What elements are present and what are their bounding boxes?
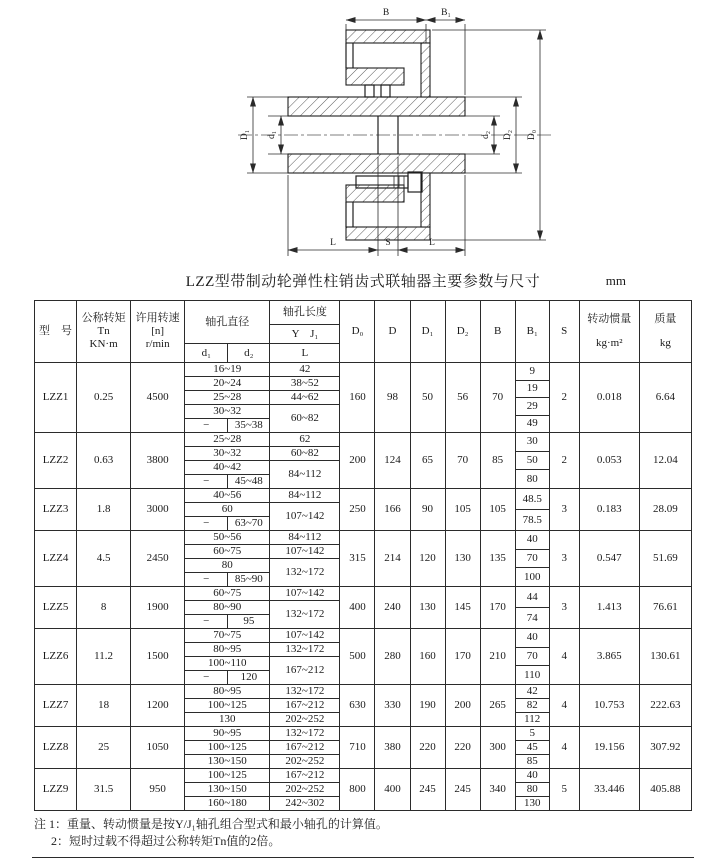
cell-d1: − [185,517,228,531]
cell-model: LZZ3 [35,489,77,531]
cell-d2: 120 [228,671,270,685]
table-row [35,769,692,783]
cell-bore-range: 60~75 [185,545,270,559]
cell-torque: 0.25 [77,363,131,433]
b1-value: 80 [516,783,549,797]
cell-model: LZZ1 [35,363,77,433]
cell-mass: 222.63 [639,685,691,727]
cell-D: 214 [375,531,410,587]
dim-label-d1-bore: d₁ [267,130,277,140]
b1-value: 40 [516,531,549,550]
cell-B: 170 [480,587,515,629]
cell-bore-range: 100~125 [185,699,270,713]
cell-B: 70 [480,363,515,433]
cell-d2: 63~70 [228,517,270,531]
cell-D1: 190 [410,685,445,727]
cell-D2: 170 [445,629,480,685]
cell-inertia: 0.183 [579,489,639,531]
note-line-1: 注 1：重量、转动惯量是按Y/J₁轴孔组合型式和最小轴孔的计算值。 [34,817,388,831]
cell-torque: 0.63 [77,433,131,489]
cell-length: 202~252 [270,755,340,769]
cell-d1: − [185,671,228,685]
cell-model: LZZ4 [35,531,77,587]
cell-inertia: 0.018 [579,363,639,433]
cell-B1-stack [515,629,549,685]
cell-B: 85 [480,433,515,489]
b1-value: 40 [516,769,549,783]
cell-d1: − [185,419,228,433]
table-header [35,301,692,363]
b1-value: 85 [526,755,538,768]
cell-bore-range: 80 [185,559,270,573]
cell-speed: 1900 [131,587,185,629]
b1-value: 42 [516,685,549,699]
table-row [35,433,692,447]
coupling-cross-section-svg [0,0,726,268]
cell-speed: 1050 [131,727,185,769]
cell-bore-range: 25~28 [185,391,270,405]
cell-B: 300 [480,727,515,769]
cell-bore-range: 130~150 [185,755,270,769]
cell-speed: 1500 [131,629,185,685]
b1-value: 78.5 [522,513,542,526]
cell-speed: 3000 [131,489,185,531]
dim-label-b1: B₁ [441,8,451,18]
cell-length: 167~212 [270,769,340,783]
cell-length: 202~252 [270,783,340,797]
coupling-technical-drawing [0,0,726,268]
cell-length: 202~252 [270,713,340,727]
cell-bore-range: 100~125 [185,769,270,783]
notes [32,814,694,858]
cell-length: 242~302 [270,797,340,811]
header-torque-line1: 公称转矩 [81,312,126,325]
cell-length: 107~142 [270,503,340,531]
cell-torque: 25 [77,727,131,769]
header-inertia-line2: kg·m² [596,337,623,349]
cell-inertia: 0.053 [579,433,639,489]
cell-D2: 70 [445,433,480,489]
cell-mass: 6.64 [639,363,691,433]
cell-D: 166 [375,489,410,531]
header-inertia [579,301,639,363]
cell-bore-range: 60~75 [185,587,270,601]
cell-D0: 630 [340,685,375,727]
cell-length: 167~212 [270,699,340,713]
dim-label-l-left: L [330,238,336,248]
header-bore-length: 轴孔长度 [270,301,340,325]
header-mass-line2: kg [659,337,671,349]
b1-value: 49 [526,417,538,430]
b1-value: 70 [516,648,549,667]
table-body [35,363,692,811]
cell-torque: 11.2 [77,629,131,685]
b1-value: 48.5 [516,489,549,510]
cell-D1: 160 [410,629,445,685]
b1-value: 9 [516,363,549,381]
b1-value: 130 [523,797,541,810]
cell-S: 4 [549,727,579,769]
b1-value: 5 [516,727,549,741]
cell-D2: 200 [445,685,480,727]
cell-torque: 4.5 [77,531,131,587]
cell-D0: 160 [340,363,375,433]
header-d1: d₁ [185,344,228,363]
table-row [35,489,692,503]
cell-mass: 76.61 [639,587,691,629]
cell-S: 2 [549,363,579,433]
cell-D: 98 [375,363,410,433]
header-mass [639,301,691,363]
b1-value: 70 [516,550,549,569]
header-yj1: Y J₁ [270,325,340,344]
cell-B1-stack [515,433,549,489]
b1-value: 100 [523,570,541,583]
cell-inertia: 19.156 [579,727,639,769]
cell-mass: 51.69 [639,531,691,587]
cell-length: 132~172 [270,643,340,657]
dim-label-d2-outer: D₂ [503,129,513,141]
cell-torque: 8 [77,587,131,629]
cell-bore-range: 90~95 [185,727,270,741]
cell-mass: 12.04 [639,433,691,489]
cell-inertia: 1.413 [579,587,639,629]
header-speed [131,301,185,363]
header-d2: d₂ [228,344,270,363]
cell-model: LZZ7 [35,685,77,727]
header-torque-line3: KN·m [89,337,118,350]
cell-S: 2 [549,433,579,489]
cell-bore-range: 30~32 [185,447,270,461]
cell-D: 380 [375,727,410,769]
cell-D2: 245 [445,769,480,811]
cell-bore-range: 130 [185,713,270,727]
table-row [35,629,692,643]
header-torque [77,301,131,363]
cell-S: 5 [549,769,579,811]
cell-d1: − [185,615,228,629]
cell-bore-range: 50~56 [185,531,270,545]
cell-B: 265 [480,685,515,727]
header-model: 型 号 [35,301,77,363]
cell-S: 3 [549,489,579,531]
cell-inertia: 3.865 [579,629,639,685]
cell-bore-range: 40~42 [185,461,270,475]
b1-value: 19 [516,381,549,399]
cell-length: 62 [270,433,340,447]
cell-length: 38~52 [270,377,340,391]
b1-value: 30 [516,433,549,452]
cell-length: 107~142 [270,629,340,643]
cell-length: 167~212 [270,741,340,755]
header-S: S [549,301,579,363]
cell-D0: 250 [340,489,375,531]
cell-length: 132~172 [270,601,340,629]
header-D1: D₁ [410,301,445,363]
cell-S: 4 [549,685,579,727]
cell-speed: 2450 [131,531,185,587]
cell-d2: 95 [228,615,270,629]
cell-D1: 220 [410,727,445,769]
cell-length: 42 [270,363,340,377]
cell-B: 210 [480,629,515,685]
b1-value: 29 [516,398,549,416]
dim-label-d0: D₀ [527,129,537,141]
header-B: B [480,301,515,363]
cell-bore-range: 80~95 [185,643,270,657]
cell-D2: 220 [445,727,480,769]
cell-D0: 400 [340,587,375,629]
cell-length: 132~172 [270,559,340,587]
header-L: L [270,344,340,363]
cell-D0: 315 [340,531,375,587]
cell-length: 107~142 [270,587,340,601]
cell-torque: 31.5 [77,769,131,811]
cell-inertia: 33.446 [579,769,639,811]
cell-D1: 50 [410,363,445,433]
cell-speed: 4500 [131,363,185,433]
cell-B1-stack [515,531,549,587]
cell-S: 3 [549,587,579,629]
b1-value: 80 [526,472,538,485]
cell-S: 4 [549,629,579,685]
header-bore-diameter: 轴孔直径 [185,301,270,344]
table-row [35,685,692,699]
header-torque-line2: Tn [97,325,110,338]
cell-D0: 200 [340,433,375,489]
note-line-2: 2：短时过载不得超过公称转矩Tn值的2倍。 [51,834,281,849]
cell-d1: − [185,475,228,489]
cell-length: 84~112 [270,489,340,503]
cell-length: 44~62 [270,391,340,405]
b1-value: 45 [516,741,549,755]
cell-S: 3 [549,531,579,587]
cell-B1-stack [515,363,549,433]
table-row [35,531,692,545]
dim-label-d2-bore: d₂ [481,130,491,140]
header-D: D [375,301,410,363]
dim-label-s: S [385,238,391,248]
cell-bore-range: 160~180 [185,797,270,811]
header-speed-line2: [n] [151,325,165,338]
cell-bore-range: 80~90 [185,601,270,615]
cell-inertia: 0.547 [579,531,639,587]
cell-D0: 800 [340,769,375,811]
header-B1: B₁ [515,301,549,363]
cell-torque: 1.8 [77,489,131,531]
cell-D2: 105 [445,489,480,531]
cell-speed: 1200 [131,685,185,727]
cell-D2: 130 [445,531,480,587]
dim-label-l-right: L [429,238,435,248]
page-title: LZZ型带制动轮弹性柱销齿式联轴器主要参数与尺寸 [185,274,541,290]
cell-bore-range: 25~28 [185,433,270,447]
table-row [35,587,692,601]
cell-inertia: 10.753 [579,685,639,727]
header-D0: D₀ [340,301,375,363]
header-speed-line3: r/min [145,337,170,350]
table-row [35,727,692,741]
cell-bore-range: 100~110 [185,657,270,671]
cell-D1: 130 [410,587,445,629]
cell-D: 280 [375,629,410,685]
cell-model: LZZ8 [35,727,77,769]
cell-length: 84~112 [270,531,340,545]
header-inertia-line1: 转动惯量 [587,313,632,326]
cell-bore-range: 30~32 [185,405,270,419]
header-D2: D₂ [445,301,480,363]
cell-d2: 85~90 [228,573,270,587]
cell-B1-stack [515,685,549,727]
cell-length: 167~212 [270,657,340,685]
b1-value: 112 [524,713,541,726]
cell-bore-range: 60 [185,503,270,517]
cell-bore-range: 20~24 [185,377,270,391]
cell-B: 340 [480,769,515,811]
cell-length: 60~82 [270,447,340,461]
cell-model: LZZ2 [35,433,77,489]
cell-D1: 245 [410,769,445,811]
cell-B1-stack [515,769,549,811]
cell-bore-range: 16~19 [185,363,270,377]
cell-B: 105 [480,489,515,531]
cell-D1: 90 [410,489,445,531]
cell-D0: 500 [340,629,375,685]
cell-bore-range: 100~125 [185,741,270,755]
cell-D0: 710 [340,727,375,769]
b1-value: 82 [516,699,549,713]
dim-label-b: B [382,8,390,18]
cell-B: 135 [480,531,515,587]
parameters-table [34,300,692,811]
table-row [35,363,692,377]
cell-mass: 405.88 [639,769,691,811]
cell-mass: 28.09 [639,489,691,531]
cell-length: 84~112 [270,461,340,489]
cell-B1-stack [515,489,549,531]
cell-bore-range: 130~150 [185,783,270,797]
cell-D2: 145 [445,587,480,629]
cell-D: 330 [375,685,410,727]
cell-bore-range: 40~56 [185,489,270,503]
header-mass-line1: 质量 [654,313,677,326]
b1-value: 50 [516,452,549,471]
b1-value: 110 [524,668,541,681]
cell-mass: 307.92 [639,727,691,769]
cell-length: 107~142 [270,545,340,559]
cell-D2: 56 [445,363,480,433]
cell-speed: 950 [131,769,185,811]
b1-value: 40 [516,629,549,648]
cell-B1-stack [515,587,549,629]
unit-label: mm [605,273,626,288]
cell-D1: 120 [410,531,445,587]
cell-D: 400 [375,769,410,811]
cell-length: 132~172 [270,727,340,741]
cell-speed: 3800 [131,433,185,489]
cell-model: LZZ5 [35,587,77,629]
cell-d1: − [185,573,228,587]
b1-value: 74 [526,611,538,624]
cell-D1: 65 [410,433,445,489]
cell-d2: 45~48 [228,475,270,489]
cell-D: 124 [375,433,410,489]
cell-mass: 130.61 [639,629,691,685]
dim-label-d1-outer: D₁ [240,129,250,141]
cell-bore-range: 80~95 [185,685,270,699]
cell-torque: 18 [77,685,131,727]
cell-length: 132~172 [270,685,340,699]
cell-model: LZZ9 [35,769,77,811]
cell-length: 60~82 [270,405,340,433]
b1-value: 44 [516,587,549,608]
cell-model: LZZ6 [35,629,77,685]
cell-d2: 35~38 [228,419,270,433]
title-row [0,270,726,294]
cell-B1-stack [515,727,549,769]
cell-D: 240 [375,587,410,629]
cell-bore-range: 70~75 [185,629,270,643]
header-speed-line1: 许用转速 [135,312,180,325]
